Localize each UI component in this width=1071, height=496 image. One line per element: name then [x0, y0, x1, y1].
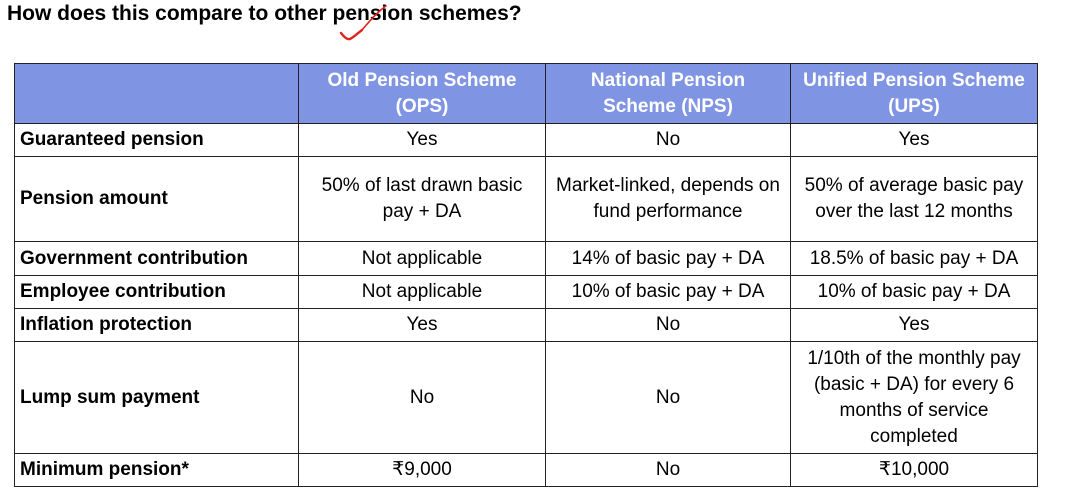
cell-ups: Yes: [791, 309, 1038, 342]
page-title: How does this compare to other pension schemes?: [7, 2, 522, 25]
cell-ups: 18.5% of basic pay + DA: [791, 242, 1038, 276]
row-label: Employee contribution: [15, 276, 299, 309]
column-header-ups: Unified Pension Scheme (UPS): [791, 64, 1038, 124]
row-label: Lump sum payment: [15, 342, 299, 454]
cell-ops: No: [299, 342, 546, 454]
cell-ops: Not applicable: [299, 276, 546, 309]
cell-ups: 10% of basic pay + DA: [791, 276, 1038, 309]
cell-ops: ₹9,000: [299, 454, 546, 487]
cell-ops: Yes: [299, 124, 546, 157]
cell-nps: 10% of basic pay + DA: [546, 276, 791, 309]
pension-comparison-table: [14, 63, 1038, 487]
table-row-employee-contribution: [15, 276, 1038, 309]
cell-nps: No: [546, 342, 791, 454]
header-corner-cell: [15, 64, 299, 124]
column-header-ops: Old Pension Scheme (OPS): [299, 64, 546, 124]
row-label: Pension amount: [15, 157, 299, 242]
row-label: Guaranteed pension: [15, 124, 299, 157]
table-row-lump-sum-payment: [15, 342, 1038, 454]
table-row-minimum-pension: [15, 454, 1038, 487]
column-header-nps: National Pension Scheme (NPS): [546, 64, 791, 124]
cell-ops: Not applicable: [299, 242, 546, 276]
cell-ops: Yes: [299, 309, 546, 342]
cell-nps: Market-linked, depends on fund performance: [546, 157, 791, 242]
cell-nps: No: [546, 124, 791, 157]
cell-ups: ₹10,000: [791, 454, 1038, 487]
row-label: Government contribution: [15, 242, 299, 276]
table-row-government-contribution: [15, 242, 1038, 276]
table-row-pension-amount: [15, 157, 1038, 242]
cell-nps: No: [546, 454, 791, 487]
row-label: Minimum pension*: [15, 454, 299, 487]
row-label: Inflation protection: [15, 309, 299, 342]
table-row-guaranteed-pension: [15, 124, 1038, 157]
cell-nps: 14% of basic pay + DA: [546, 242, 791, 276]
cell-ups: 1/10th of the monthly pay (basic + DA) for every 6 months of service completed: [791, 342, 1038, 454]
table-row-inflation-protection: [15, 309, 1038, 342]
cell-ops: 50% of last drawn basic pay + DA: [299, 157, 546, 242]
table-header-row: [15, 64, 1038, 124]
cell-ups: 50% of average basic pay over the last 12 months: [791, 157, 1038, 242]
cell-nps: No: [546, 309, 791, 342]
cell-ups: Yes: [791, 124, 1038, 157]
